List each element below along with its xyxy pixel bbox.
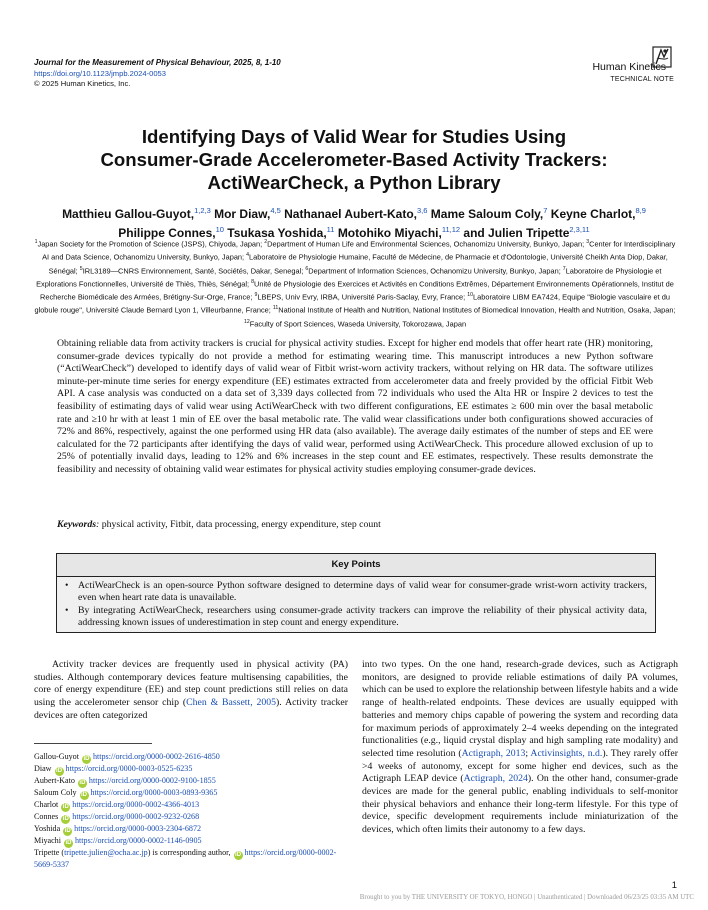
affil-num: 12	[243, 318, 250, 325]
author-name: Motohiko Miyachi,	[337, 226, 442, 240]
author-affil-ref[interactable]: 3,6	[417, 206, 428, 215]
orcid-icon: iD	[62, 816, 69, 822]
orcid-link[interactable]: https://orcid.org/0000-0002-9232-0268	[72, 812, 200, 821]
publisher-name: Human Kinetics	[592, 61, 666, 73]
affil-num: 1	[34, 239, 38, 245]
key-points-title: Key Points	[57, 554, 655, 577]
title-line: Consumer-Grade Accelerometer-Based Activity Trackers:	[100, 149, 608, 170]
body-paragraph: into two types. On the one hand, research-grade devices, such as Actigraph monitors, are designed to provide reliable estimations of daily PA volumes, which can be used to explore the relationship between lifestyle habits and a wide range of health-related endpoints. These devices are usually equipped with batteries and memory chips capable of powering the system and recording data for maximum periods of approximately 2–4 weeks depending on the integrated functionalities (e.g., liquid crystal display and high sampling rate modality) and selected time resolution (Actigraph, 2013; Activinsights, n.d.). They rarely offer >4 weeks of autonomy, except for some higher end devices, such as the Actigraph LEAP device (Actigraph, 2024). On the other hand, consumer-grade devices are made for the general public, enabling individuals to self-monitor their physical behaviors and enhance their long-term lifestyle. For this type of device, specific development requirements include miniaturization of the devices, which often limits their autonomy to a few days.	[362, 659, 679, 836]
author-affil-ref[interactable]: 11	[326, 225, 335, 234]
affil-text: Japan Society for the Promotion of Science (JSPS), Chiyoda, Japan;	[37, 239, 265, 249]
keywords-text: physical activity, Fitbit, data processing, energy expenditure, step count	[101, 519, 381, 530]
orcid-icon: iD	[62, 804, 69, 810]
author-name: Mame Saloum Coly,	[430, 207, 544, 221]
affil-num: 3	[586, 239, 590, 245]
affil-text: Department of Information Sciences, Ochanomizu University, Bunkyo, Japan;	[308, 266, 563, 275]
author-list	[20, 203, 688, 241]
key-points-box	[56, 553, 656, 633]
body-text: ). Activity tracker devices are often categorized	[34, 697, 348, 721]
affil-text: Laboratoire LIBM EA7424, Equipe "Biologie vasculaire et du globule rouge", Université Claude Bernard Lyon 1, Villeurbanne, France;	[34, 292, 670, 315]
keywords-label: Keywords	[57, 519, 96, 530]
affil-text: Unité de Physiologie des Exercices et Activités en Conditions Extrêmes, Département Environnements Opérationnels, Institut de Recherche Biomédicale des Armées, Brétigny-Sur-Orge, France;	[40, 279, 674, 302]
orcid-link[interactable]: https://orcid.org/0000-0002-1146-0905	[74, 836, 202, 845]
affil-text: Laboratoire de Physiologie et Explorations Fonctionnelles, Université de Thiès, Thiès, Sénégal;	[36, 266, 662, 289]
author-name: Mor Diaw,	[214, 207, 271, 221]
body-paragraph	[34, 659, 348, 723]
orcid-link[interactable]: https://orcid.org/0000-0002-4366-4013	[72, 800, 200, 809]
affil-text: IRL3189—CNRS Environnement, Santé, Sociétés, Dakar, Senegal;	[82, 266, 306, 275]
orcid-line: Charlot iD https://orcid.org/0000-0002-4366-4013	[34, 800, 200, 810]
download-watermark: Brought to you by THE UNIVERSITY OF TOKYO, HONGO | Unauthenticated | Downloaded 06/23/25 03:35 AM UTC	[359, 894, 694, 901]
page-number: 1	[671, 880, 677, 891]
author-name: Nathanael Aubert-Kato,	[284, 207, 418, 221]
affil-num: 9	[254, 292, 258, 299]
title-line: Identifying Days of Valid Wear for Studies Using	[141, 126, 567, 147]
orcid-icon: iD	[65, 840, 72, 846]
author-affil-ref[interactable]: 10	[215, 225, 224, 234]
orcid-icon: iD	[81, 792, 87, 798]
author-name: Philippe Connes,	[118, 226, 216, 240]
affil-text: Laboratoire de Physiologie Humaine, Faculté de Médecine, de Pharmacie et d'Odontologie, Université Cheikh Anta Diop, Dakar, Sénégal;	[48, 252, 668, 275]
affil-num: 10	[467, 292, 473, 299]
orcid-line: Aubert-Kato iD https://orcid.org/0000-0002-9100-1855	[34, 776, 216, 786]
key-point-item: • By integrating ActiWearCheck, researchers using consumer-grade activity trackers can improve the reliability of their physical activity data, addressing known issues of underestimation in step count and energy expenditure.	[65, 605, 647, 629]
orcid-line: Diaw iD https://orcid.org/0000-0003-0525-6235	[34, 764, 193, 774]
citation-link[interactable]: Actigraph, 2013	[461, 747, 526, 759]
key-point-item: • ActiWearCheck is an open-source Python software designed to determine days of valid wear for consumer-grade wrist-worn activity trackers, even when heart rate data is unavailable.	[65, 580, 647, 604]
affiliations	[32, 237, 678, 330]
author-name: and Julien Tripette	[463, 226, 570, 240]
author-affil-ref[interactable]: 4,5	[270, 206, 281, 215]
orcid-link[interactable]: https://orcid.org/0000-0002-2616-4850	[92, 752, 220, 761]
orcid-line: Saloum Coly iD https://orcid.org/0000-0003-0893-9365	[34, 788, 218, 798]
author-affil-ref[interactable]: 2,3,11	[569, 225, 590, 234]
affil-num: 11	[272, 305, 279, 312]
orcid-link[interactable]: https://orcid.org/0000-0003-0525-6235	[65, 764, 193, 773]
article-title	[40, 125, 668, 194]
journal-citation: Journal for the Measurement of Physical Behaviour, 2025, 8, 1-10	[34, 58, 281, 67]
author-affil-ref[interactable]: 1,2,3	[194, 206, 211, 215]
citation-link[interactable]: Activinsights, n.d.	[530, 747, 603, 759]
affil-num: 6	[305, 265, 309, 272]
author-affil-ref[interactable]: 7	[543, 206, 548, 215]
corresponding-author: Tripette (tripette.julien@ocha.ac.jp) is corresponding author, iD https://orcid.org/0000-0002-5669-5337	[34, 848, 337, 869]
copyright: © 2025 Human Kinetics, Inc.	[34, 79, 131, 88]
body-text: Activity tracker devices are frequently used in physical activity (PA) studies. Although contemporary devices feature multisensing capabilities, the core of energy expenditure (EE) and step count predictions still relies on data using the accelerometer sensor chip (	[34, 659, 348, 709]
author-name: Keyne Charlot,	[550, 207, 636, 221]
article-type: TECHNICAL NOTE	[610, 76, 674, 83]
orcid-line: Gallou-Guyot iD https://orcid.org/0000-0002-2616-4850	[34, 752, 220, 762]
body-right-column	[362, 659, 678, 837]
author-affil-ref[interactable]: 11,12	[441, 225, 461, 234]
orcid-link[interactable]: https://orcid.org/0000-0003-2304-6872	[74, 824, 202, 833]
orcid-icon: iD	[235, 852, 242, 858]
affil-num: 8	[251, 278, 255, 285]
corresponding-email[interactable]: tripette.julien@ocha.ac.jp	[64, 848, 148, 857]
title-line: ActiWearCheck, a Python Library	[207, 172, 501, 193]
affil-text: National Institute of Health and Nutrition, National Institutes of Biomedical Innovation, Health and Nutrition, Osaka, Japan;	[278, 305, 676, 315]
orcid-icon: iD	[83, 756, 90, 762]
affil-num: 7	[562, 265, 566, 272]
author-name: Tsukasa Yoshida,	[227, 226, 327, 240]
affil-text: Department of Human Life and Environmental Sciences, Ochanomizu University, Bunkyo, Japan;	[267, 239, 587, 249]
journal-header	[34, 58, 674, 88]
orcid-icon: iD	[79, 780, 86, 786]
affil-text: Faculty of Sport Sciences, Waseda University, Tokorozawa, Japan	[249, 319, 467, 329]
orcid-line: Miyachi iD https://orcid.org/0000-0002-1146-0905	[34, 836, 202, 846]
citation-link[interactable]: Chen & Bassett, 2005	[186, 697, 277, 709]
orcid-link[interactable]: https://orcid.org/0000-0002-5669-5337	[34, 848, 337, 869]
orcid-footnotes	[34, 752, 348, 871]
body-text: ). They rarely offer >4 weeks of autonomy, except for some higher end devices, such as the Actigraph LEAP device (	[362, 747, 678, 785]
author-affil-ref[interactable]: 8,9	[635, 206, 646, 215]
orcid-line: Yoshida iD https://orcid.org/0000-0003-2304-6872	[34, 824, 202, 834]
body-text: ). On the other hand, consumer-grade devices are made for the general public, enabling individuals to self-monitor their physical behaviors and enhance their long-term lifestyle. For this type of device, specific development requirements include miniaturization of the devices, which often limits their autonomy to a few days.	[362, 773, 679, 836]
abstract: Obtaining reliable data from activity trackers is crucial for physical activity studies. Except for higher end models that offer heart rate (HR) monitoring, consumer-grade devices typically do not provide a method for estimating wearing time. This manuscript introduces a new Python software (“ActiWearCheck”) developed to identify days of valid wear of Fitbit wrist-worn activity trackers, without relying on HR data. The software utilizes minute-per-minute time series for energy expenditure (EE) estimates extracted from accelerometer data and freely provided by the official Fitbit Web API. A case analysis was conducted on a data set of 3,339 days collected from 72 individuals who used the Alta HR or Inspire 2 devices to test the feasibility of estimating days of valid wear using ActiWearCheck with two different configurations, EE estimates ≥ 600 min over the basal metabolic rate and ≥10 hr with at least 1 min of EE over the basal metabolic rate. The valid wear classifications under both configurations showed accuracies of 72% and 86%, respectively, against the one performed using HR data (also available). The average daily estimates of the number of steps and EE were calculated for the 72 participants after identifying the days of valid wear, performed using ActiWearCheck. This procedure allowed exclusion of up to 25% of potentially invalid days, leading to 12% and 6% increases in the step count and EE estimates, respectively. These results demonstrate the feasibility and necessity of obtaining valid wear estimates for physical activity studies employing consumer-grade devices.	[57, 338, 653, 475]
footnote-divider	[34, 743, 152, 744]
affil-num: 4	[246, 252, 250, 259]
affil-text: LBEPS, Univ Evry, IRBA, Université Paris-Saclay, Evry, France;	[257, 292, 468, 302]
orcid-link[interactable]: https://orcid.org/0000-0002-9100-1855	[88, 776, 216, 785]
doi-link[interactable]: https://doi.org/10.1123/jmpb.2024-0053	[34, 69, 167, 78]
keywords: Keywords: physical activity, Fitbit, data processing, energy expenditure, step count	[57, 519, 381, 530]
orcid-link[interactable]: https://orcid.org/0000-0003-0893-9365	[90, 788, 218, 797]
orcid-icon: iD	[56, 768, 63, 774]
citation-link[interactable]: Actigraph, 2024	[463, 773, 528, 785]
body-text: into two types. On the one hand, research-grade devices, such as Actigraph monitors, are designed to provide reliable estimations of daily PA volumes, which can be used to explore the relationship between lifestyle habits and a wide range of health-related endpoints. These devices are usually equipped with batteries and memory chips capable of powering the system and recording data for maximum periods of approximately 2–4 weeks depending on the integrated functionalities (e.g., liquid crystal display and high sampling rate modality) and selected time resolution (	[362, 659, 678, 759]
author-name: Matthieu Gallou-Guyot,	[62, 207, 195, 221]
body-left-column	[34, 659, 348, 723]
affil-text: Center for Interdisciplinary AI and Data Science, Ochanomizu University, Bunkyo, Japan;	[42, 239, 676, 262]
orcid-line: Connes iD https://orcid.org/0000-0002-9232-0268	[34, 812, 200, 822]
affil-num: 2	[264, 239, 268, 245]
orcid-icon: iD	[64, 828, 71, 834]
affil-num: 5	[79, 265, 83, 272]
